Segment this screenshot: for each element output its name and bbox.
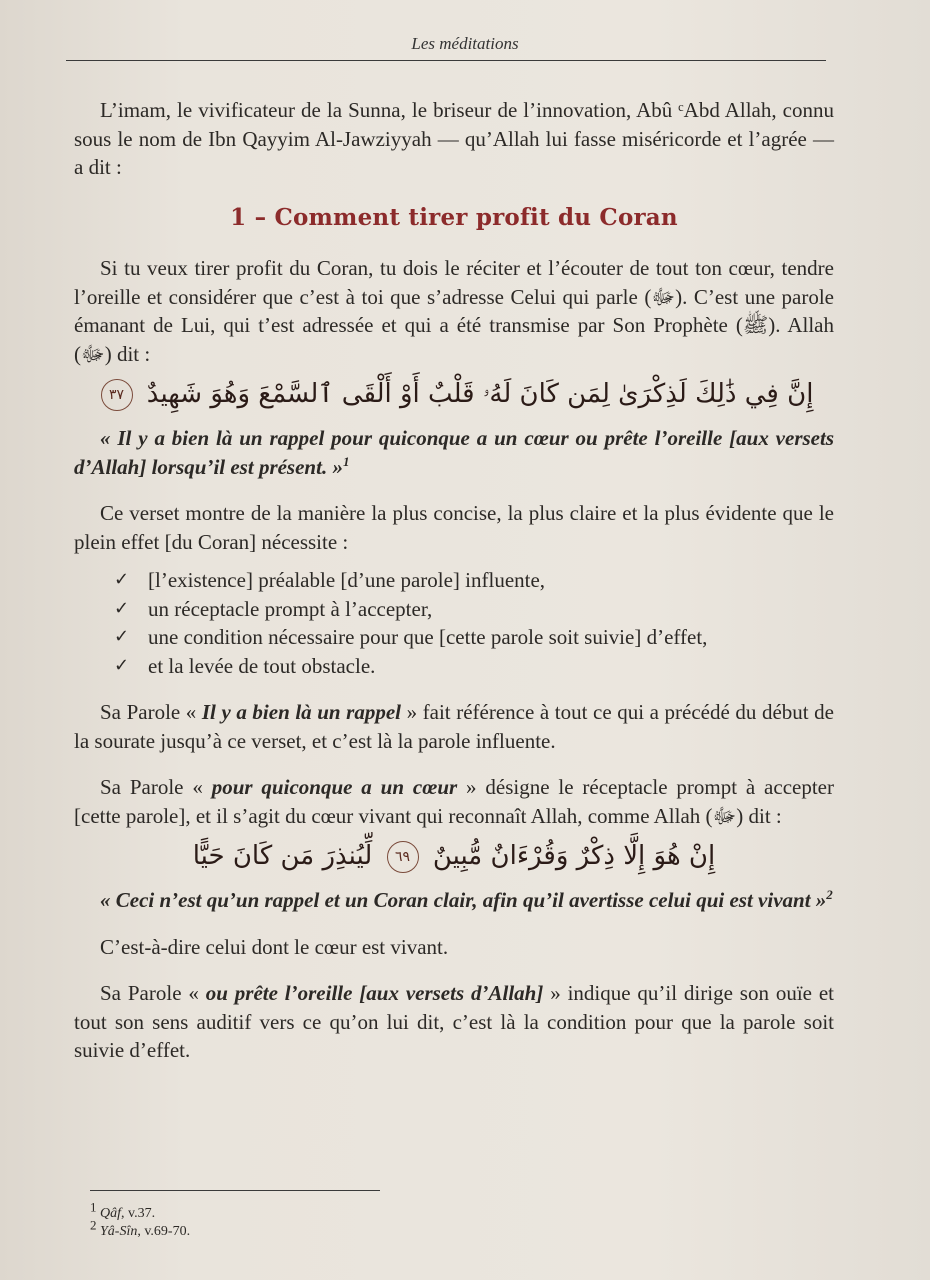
footnotes [90, 1199, 490, 1241]
footnote-reference: , v.69-70. [137, 1224, 191, 1239]
list-item [114, 595, 834, 624]
para-4-quoted: pour quiconque a un cœur [211, 775, 458, 799]
quote-2 [74, 886, 834, 915]
quote-2-text: « Ceci n’est qu’un rappel et un Coran clair, afin qu’il avertisse celui qui est vivant » [100, 888, 827, 912]
section-heading: 1 – Comment tirer profit du Coran [230, 203, 678, 231]
para-3-end: » fait référence à tout ce qui a précédé du début de la sourate jusqu’à ce verset, et c’est là la parole influente. [74, 700, 834, 753]
para-3-quoted: Il y a bien là un rappel [201, 700, 401, 724]
list-item-text: un réceptacle prompt à l’accepter, [148, 596, 433, 621]
conditions-list [74, 566, 834, 680]
footnote-1 [90, 1199, 490, 1223]
page-body [74, 96, 834, 1065]
verse-2-text-b: لِّيُنذِرَ مَن كَانَ حَيًّا [192, 841, 373, 871]
quote-1 [74, 424, 834, 481]
verse-1-text: إِنَّ فِي ذَٰلِكَ لَذِكْرَىٰ لِمَن كَانَ لَهُۥ قَلْبٌ أَوْ أَلْقَى ٱلسَّمْعَ وَهُوَ شَهِيدٌ [146, 379, 814, 409]
checkmark-icon: ✓ [114, 626, 130, 647]
footnote-number: 2 [90, 1217, 97, 1233]
list-item-text: et la levée de tout obstacle. [148, 653, 376, 678]
checkmark-icon: ✓ [114, 654, 130, 676]
quote-1-text: « Il y a bien là un rappel pour quiconque a un cœur ou prête l’oreille [aux versets d’Allah] lorsqu’il est présent. » [74, 426, 834, 479]
para-6-start: Sa Parole « [100, 981, 206, 1005]
para-4-start: Sa Parole « [100, 775, 212, 799]
list-item-text: une condition nécessaire pour que [cette parole soit suivie] d’effet, [148, 625, 708, 649]
footnote-source-title: Yâ-Sîn [100, 1224, 138, 1239]
para-4-end: » désigne le réceptacle prompt à accepter [cette parole], et il s’agit du cœur vivant qui reconnaît Allah, comme Allah (ﷻ) dit : [74, 775, 834, 828]
paragraph-4 [74, 773, 834, 830]
footnote-ref-2[interactable]: 2 [826, 887, 833, 902]
list-item-text: [l’existence] préalable [d’une parole] influente, [148, 568, 546, 592]
para-3-start: Sa Parole « [100, 700, 202, 724]
verse-1-number: ٣٧ [101, 379, 133, 411]
footnote-2 [90, 1217, 490, 1241]
para-6-quoted: ou prête l’oreille [aux versets d’Allah] [205, 981, 544, 1005]
running-head: Les méditations [411, 34, 519, 53]
checkmark-icon: ✓ [114, 597, 130, 619]
list-item [114, 623, 834, 652]
para-6-end: » indique qu’il dirige son ouïe et tout son sens auditif vers ce qu’on lui dit, c’est là la condition pour que la parole soit suivie d’effet. [74, 981, 834, 1062]
paragraph-1: Si tu veux tirer profit du Coran, tu dois le réciter et l’écouter de tout ton cœur, tendre l’oreille et considérer que c’est à toi que s’adresse Celui qui parle (ﷻ). C’est une parole émanant de Lui, qui t’est adressée et qui a été transmise par Son Prophète (ﷺ). Allah (ﷻ) dit : [74, 256, 834, 366]
paragraph-3 [74, 698, 834, 755]
checkmark-icon: ✓ [114, 569, 130, 590]
intro-paragraph: L’imam, le vivificateur de la Sunna, le briseur de l’innovation, Abû ᶜAbd Allah, connu sous le nom de Ibn Qayyim Al-Jawziyyah — qu’Allah lui fasse miséricorde et l’agrée — a dit : [74, 98, 834, 179]
paragraph-6 [74, 979, 834, 1065]
footnote-rule [90, 1190, 380, 1191]
verse-2-number: ٦٩ [387, 841, 419, 873]
footnote-source-title: Qâf [100, 1206, 121, 1221]
list-item [114, 652, 834, 681]
arabic-verse-2 [74, 836, 834, 876]
header-rule [66, 60, 826, 61]
footnote-ref-1[interactable]: 1 [342, 453, 350, 469]
paragraph-5: C’est-à-dire celui dont le cœur est vivant. [100, 934, 449, 959]
list-item [114, 566, 834, 595]
arabic-verse-1 [74, 374, 834, 414]
verse-2-text-a: إِنْ هُوَ إِلَّا ذِكْرٌ وَقُرْءَانٌ مُّبِينٌ [432, 841, 716, 871]
footnote-reference: , v.37. [121, 1206, 156, 1221]
footnote-number: 1 [90, 1199, 97, 1215]
paragraph-2: Ce verset montre de la manière la plus concise, la plus claire et la plus évidente que le plein effet [du Coran] nécessite : [74, 501, 834, 554]
